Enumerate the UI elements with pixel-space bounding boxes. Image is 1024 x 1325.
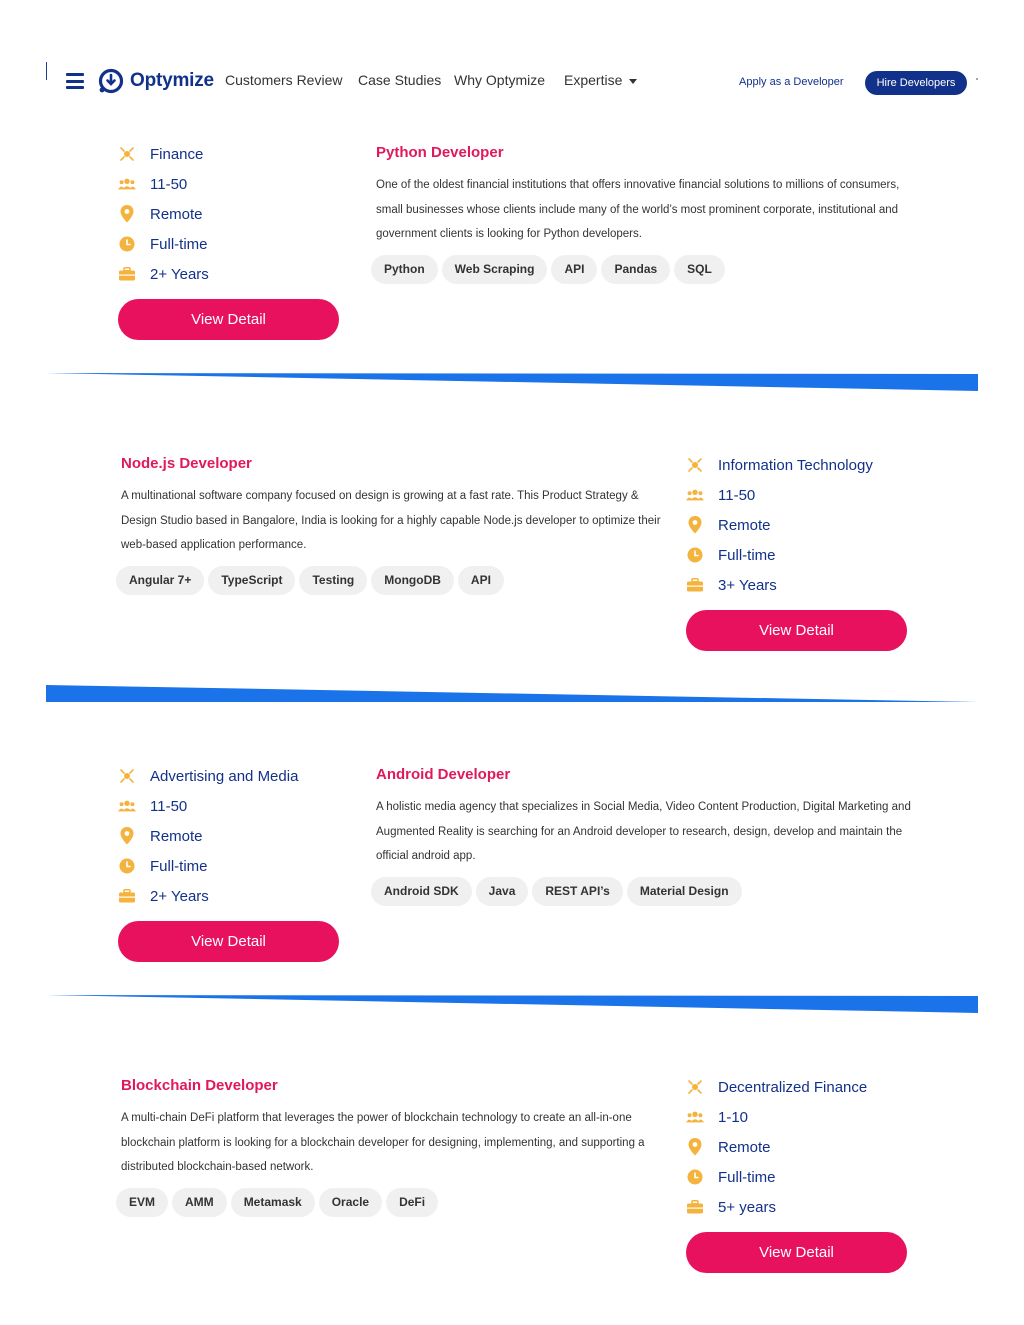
meta-location — [118, 821, 298, 851]
nav-customers-review[interactable]: Customers Review — [225, 72, 343, 88]
briefcase-icon — [118, 887, 136, 905]
job-description: A multi-chain DeFi platform that leverages the power of blockchain technology to create an all-in-one blockchain platform is looking for a blockchain developer for designing, implementing, and supporting a distributed blockchain-based network. — [121, 1112, 645, 1173]
meta-experience — [118, 881, 298, 911]
meta-type — [686, 540, 873, 570]
briefcase-icon — [686, 576, 704, 594]
clock-icon — [118, 857, 136, 875]
skill-tag: Pandas — [601, 255, 670, 284]
industry-text: Finance — [150, 145, 204, 163]
meta-location — [686, 1132, 867, 1162]
job-meta-list — [118, 761, 298, 911]
team-size-text: 11-50 — [150, 175, 188, 193]
view-detail-button[interactable]: View Detail — [118, 921, 339, 962]
meta-experience — [118, 259, 209, 289]
skill-tag: Oracle — [319, 1188, 382, 1217]
team-size-icon — [118, 797, 136, 815]
location-text: Remote — [718, 516, 771, 534]
skill-tag: API — [458, 566, 504, 595]
header-mark — [976, 78, 978, 80]
meta-team-size — [686, 480, 873, 510]
location-icon — [686, 516, 704, 534]
optymize-logo-icon[interactable] — [98, 68, 124, 94]
job-description: A holistic media agency that specializes in Social Media, Video Content Production, Digital Marketing and Augmented Reality is searching for an Android developer to research, design, develop and maintain the official android app. — [376, 801, 911, 862]
location-text: Remote — [150, 205, 203, 223]
job-meta-list — [686, 450, 873, 600]
job-title[interactable]: Android Developer — [376, 766, 511, 783]
skill-tag: Material Design — [627, 877, 742, 906]
job-title[interactable]: Python Developer — [376, 144, 504, 161]
team-size-text: 11-50 — [150, 797, 188, 815]
job-type-text: Full-time — [150, 857, 208, 875]
skill-tags — [116, 1188, 438, 1217]
team-size-icon — [118, 175, 136, 193]
industry-text: Decentralized Finance — [718, 1078, 868, 1096]
briefcase-icon — [686, 1198, 704, 1216]
team-size-text: 11-50 — [718, 486, 756, 504]
caret-down-icon — [629, 79, 637, 84]
industry-icon — [686, 1078, 704, 1096]
job-meta-list — [118, 139, 209, 289]
skill-tag: Web Scraping — [442, 255, 548, 284]
meta-industry — [686, 1072, 867, 1102]
meta-industry — [686, 450, 873, 480]
job-description: One of the oldest financial institutions that offers innovative financial solutions to millions of consumers, small businesses whose clients include many of the world’s most prominent corporate, institutional and government clients is looking for Python developers. — [376, 179, 900, 240]
meta-location — [118, 199, 209, 229]
experience-text: 2+ Years — [150, 265, 209, 283]
job-title[interactable]: Blockchain Developer — [121, 1077, 278, 1094]
skill-tag: SQL — [674, 255, 725, 284]
meta-team-size — [118, 791, 298, 821]
job-type-text: Full-time — [718, 1168, 776, 1186]
industry-icon — [686, 456, 704, 474]
meta-industry — [118, 139, 209, 169]
industry-icon — [118, 145, 136, 163]
skill-tag: AMM — [172, 1188, 227, 1217]
skill-tag: Metamask — [231, 1188, 315, 1217]
logo-text[interactable]: Optymize — [130, 70, 214, 91]
meta-experience — [686, 1192, 867, 1222]
nav-why-optymize[interactable]: Why Optymize — [454, 72, 546, 88]
hire-developers-button[interactable]: Hire Developers — [865, 71, 967, 95]
location-icon — [686, 1138, 704, 1156]
experience-text: 2+ Years — [150, 887, 209, 905]
view-detail-button[interactable]: View Detail — [686, 1232, 907, 1273]
nav-case-studies[interactable]: Case Studies — [358, 72, 442, 88]
meta-experience — [686, 570, 873, 600]
industry-icon — [118, 767, 136, 785]
job-meta-list — [686, 1072, 867, 1222]
nav-expertise-label: Expertise — [564, 72, 623, 88]
skill-tag: Angular 7+ — [116, 566, 204, 595]
team-size-text: 1-10 — [718, 1108, 749, 1126]
experience-text: 5+ years — [718, 1198, 776, 1216]
site-header — [0, 58, 1024, 106]
skill-tag: API — [551, 255, 597, 284]
meta-type — [118, 851, 298, 881]
skill-tags — [116, 566, 504, 595]
industry-text: Advertising and Media — [150, 767, 299, 785]
section-divider — [46, 372, 978, 392]
meta-type — [686, 1162, 867, 1192]
industry-text: Information Technology — [718, 456, 873, 474]
job-description: A multinational software company focused on design is growing at a fast rate. This Product Strategy & Design Studio based in Bangalore, India is looking for a highly capable Node.js developer to optimize their web-based application performance. — [121, 490, 661, 551]
team-size-icon — [686, 1108, 704, 1126]
location-text: Remote — [150, 827, 203, 845]
skill-tag: Testing — [299, 566, 367, 595]
job-title[interactable]: Node.js Developer — [121, 455, 252, 472]
hamburger-menu-icon[interactable] — [66, 73, 84, 89]
meta-team-size — [118, 169, 209, 199]
skill-tag: Java — [476, 877, 529, 906]
nav-expertise[interactable] — [564, 72, 637, 88]
briefcase-icon — [118, 265, 136, 283]
skill-tags — [371, 877, 742, 906]
job-type-text: Full-time — [718, 546, 776, 564]
skill-tag: DeFi — [386, 1188, 438, 1217]
location-icon — [118, 827, 136, 845]
job-type-text: Full-time — [150, 235, 208, 253]
skill-tags — [371, 255, 725, 284]
skill-tag: EVM — [116, 1188, 168, 1217]
view-detail-button[interactable]: View Detail — [686, 610, 907, 651]
apply-as-developer-link[interactable]: Apply as a Developer — [739, 76, 844, 88]
view-detail-button[interactable]: View Detail — [118, 299, 339, 340]
meta-industry — [118, 761, 298, 791]
skill-tag: TypeScript — [208, 566, 295, 595]
experience-text: 3+ Years — [718, 576, 777, 594]
clock-icon — [686, 546, 704, 564]
meta-location — [686, 510, 873, 540]
meta-type — [118, 229, 209, 259]
skill-tag: Python — [371, 255, 438, 284]
skill-tag: Android SDK — [371, 877, 472, 906]
clock-icon — [686, 1168, 704, 1186]
team-size-icon — [686, 486, 704, 504]
clock-icon — [118, 235, 136, 253]
location-text: Remote — [718, 1138, 771, 1156]
location-icon — [118, 205, 136, 223]
meta-team-size — [686, 1102, 867, 1132]
section-divider — [46, 684, 978, 704]
section-divider — [46, 994, 978, 1014]
skill-tag: MongoDB — [371, 566, 454, 595]
skill-tag: REST API’s — [532, 877, 622, 906]
